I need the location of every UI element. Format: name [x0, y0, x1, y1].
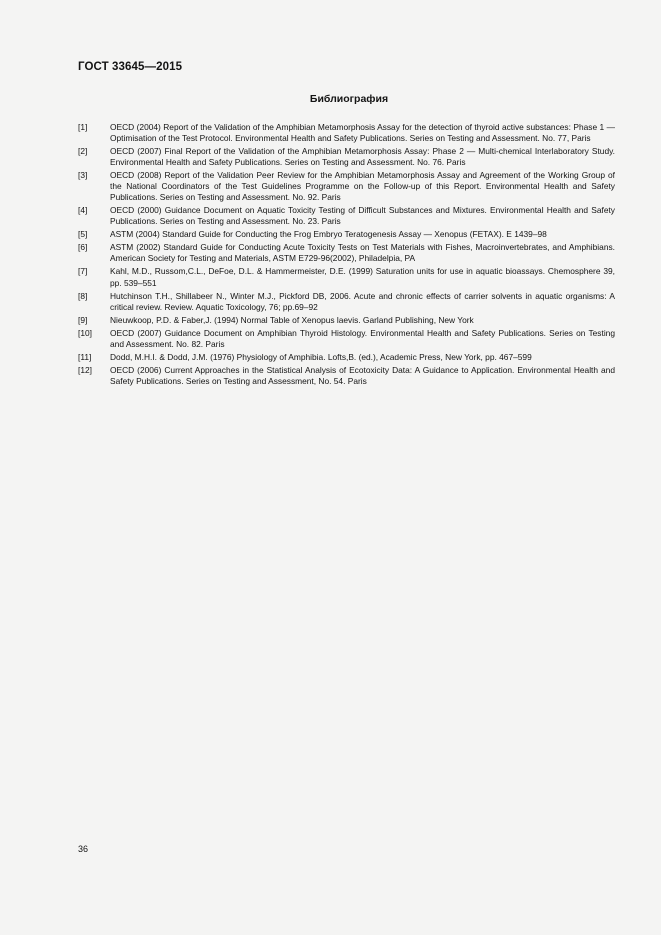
reference-text: OECD (2008) Report of the Validation Peer Review for the Amphibian Metamorphosis Assay and Agreement of the Working Group of the National Coordinators of the Test Guidelines Programme on the Follow-up of this Report. Environmental Health and Safety Publications. Series on Testing and Assessment. No. 92. Paris [110, 170, 615, 203]
reference-number: [11] [78, 351, 92, 362]
reference-item [78, 266, 615, 288]
reference-text: OECD (2007) Guidance Document on Amphibian Thyroid Histology. Environmental Health and Safety Publications. Series on Testing and Assessment. No. 82. Paris [110, 327, 615, 349]
reference-text: OECD (2004) Report of the Validation of the Amphibian Metamorphosis Assay for the detection of thyroid active substances: Phase 1 — Optimisation of the Test Protocol. Environmental Health and Safety Publications. Series on Testing and Assessment. No. 77, Paris [110, 122, 615, 144]
reference-text: ASTM (2004) Standard Guide for Conducting the Frog Embryo Teratogenesis Assay — Xenopus (FETAX). E 1439–98 [110, 229, 547, 240]
standard-code: ГОСТ 33645—2015 [78, 61, 183, 73]
reference-text: OECD (2000) Guidance Document on Aquatic Toxicity Testing of Difficult Substances and Mixtures. Environmental Health and Safety Publications. Series on Testing and Assessment. No. 23. Paris [110, 205, 615, 227]
reference-item [78, 205, 615, 227]
reference-item [78, 146, 615, 168]
reference-list [78, 122, 615, 389]
reference-text: OECD (2007) Final Report of the Validation of the Amphibian Metamorphosis Assay: Phase 2 — Multi-chemical Interlaboratory Study. Environmental Health and Safety Publications. Series on Testing and Assessment. No. 76. Paris [110, 146, 615, 168]
reference-number: [10] [78, 327, 92, 338]
reference-number: [5] [78, 229, 88, 240]
reference-number: [8] [78, 290, 88, 301]
reference-item [78, 365, 615, 387]
reference-text: Dodd, M.H.I. & Dodd, J.M. (1976) Physiology of Amphibia. Lofts,B. (ed.), Academic Press, New York, pp. 467–599 [110, 351, 532, 362]
reference-number: [6] [78, 242, 88, 253]
reference-text: OECD (2006) Current Approaches in the Statistical Analysis of Ecotoxicity Data: A Guidance to Application. Environmental Health and Safety Publications. Series on Testing and Assessment, No. 54. Paris [110, 364, 615, 386]
reference-number: [3] [78, 170, 88, 181]
reference-number: [9] [78, 314, 88, 325]
reference-item [78, 170, 615, 203]
reference-number: [7] [78, 266, 88, 277]
reference-text: Nieuwkoop, P.D. & Faber,J. (1994) Normal Table of Xenopus laevis. Garland Publishing, New York [110, 314, 474, 325]
reference-number: [4] [78, 205, 88, 216]
reference-item [78, 328, 615, 350]
reference-item [78, 291, 615, 313]
reference-item [78, 229, 615, 240]
reference-item [78, 352, 615, 363]
reference-item [78, 242, 615, 264]
reference-text: ASTM (2002) Standard Guide for Conducting Acute Toxicity Tests on Test Materials with Fishes, Macroinvertebrates, and Amphibians. American Society for Testing and Materials, ASTM E729-96(2002), Philadelpia, PA [110, 242, 615, 264]
reference-item [78, 122, 615, 144]
reference-text: Kahl, M.D., Russom,C.L., DeFoe, D.L. & Hammermeister, D.E. (1999) Saturation units for use in aquatic bioassays. Chemosphere 39, pp. 539–551 [110, 266, 615, 288]
reference-text: Hutchinson T.H., Shillabeer N., Winter M.J., Pickford DB, 2006. Acute and chronic effects of carrier solvents in aquatic organisms: A critical review. Review. Aquatic Toxicology, 76; pp.69–92 [110, 290, 615, 312]
bibliography-title: Библиография [309, 93, 389, 105]
reference-number: [12] [78, 364, 92, 375]
section-title-wrapper [0, 93, 661, 105]
reference-item [78, 315, 615, 326]
reference-number: [1] [78, 122, 88, 132]
reference-number: [2] [78, 146, 88, 157]
page-number: 36 [78, 844, 89, 854]
